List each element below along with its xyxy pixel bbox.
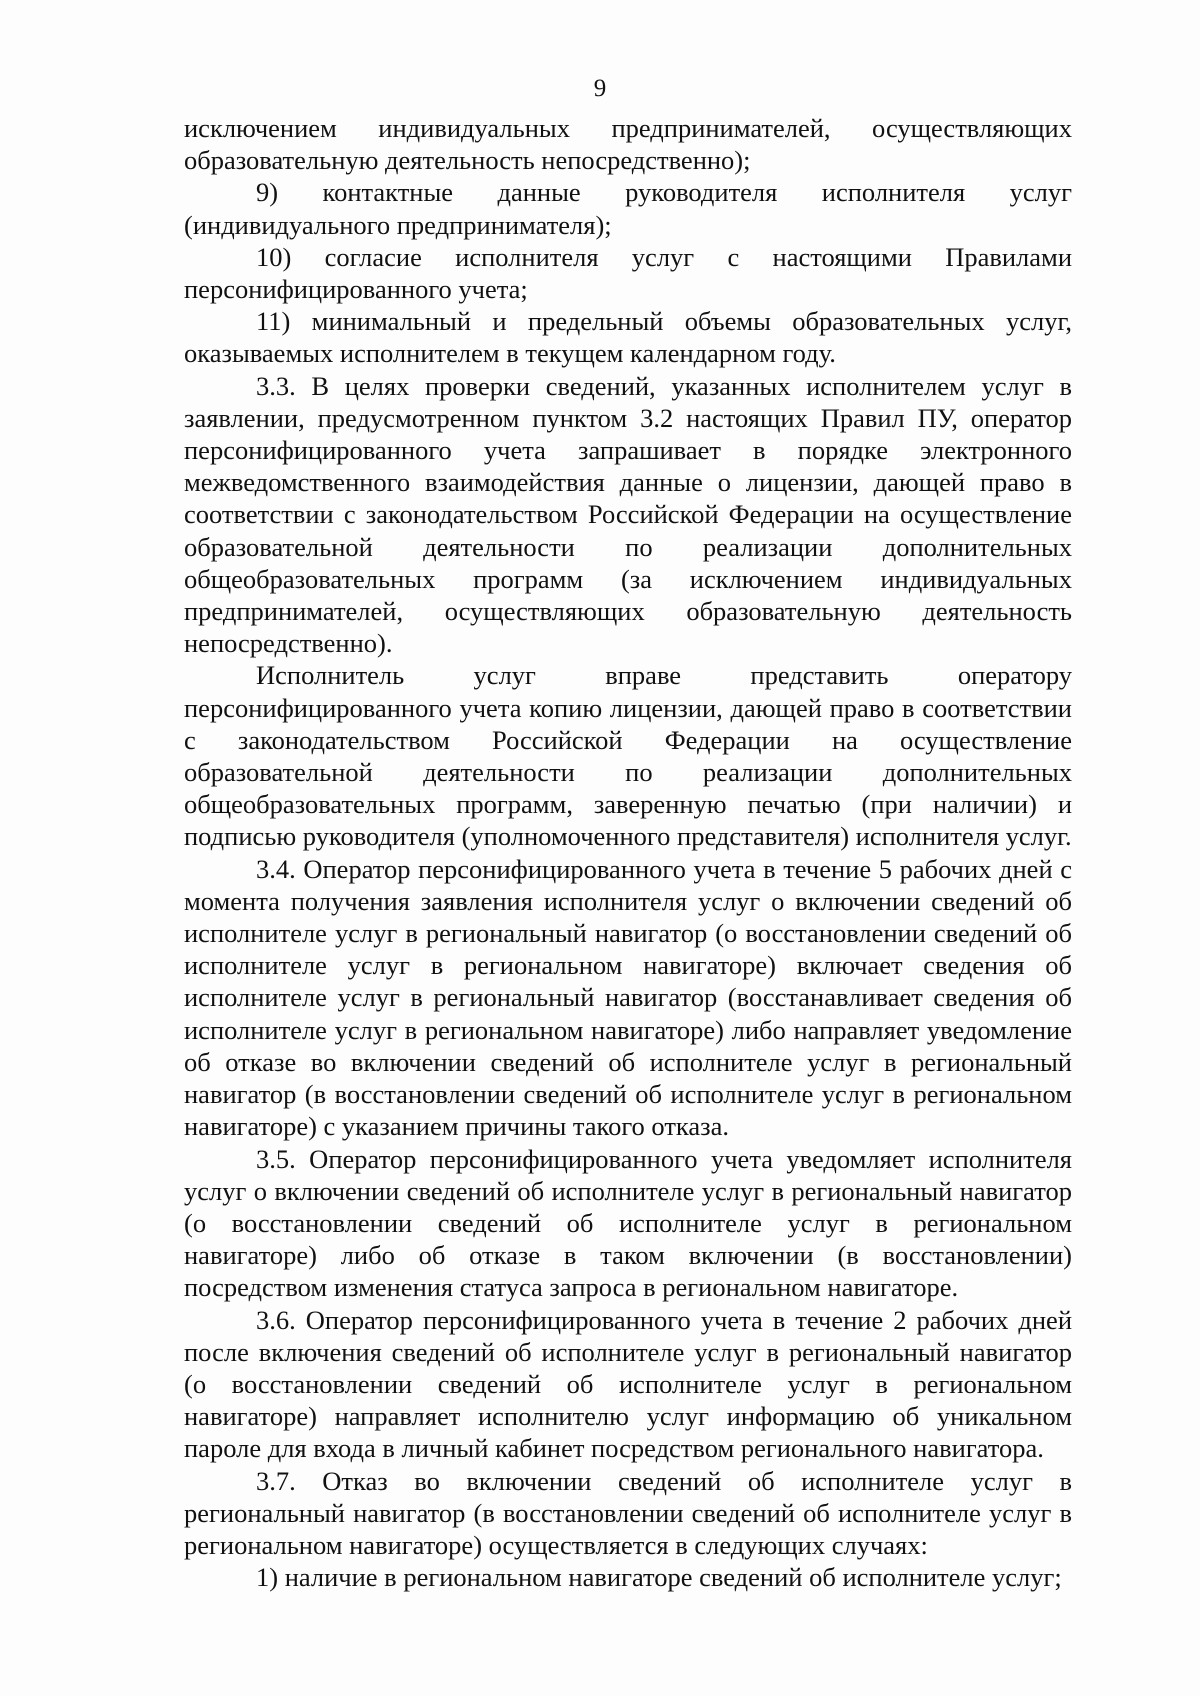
paragraph-3-7-item-1: 1) наличие в региональном навигаторе сведений об исполнителе услуг; xyxy=(256,1562,1062,1593)
paragraph-3-7: 3.7. Отказ во включении сведений об исполнителе услуг в региональный навигатор (в восстановлении сведений об исполнителе услуг в региональном навигаторе) осуществляется в следующих случаях: xyxy=(184,1465,1072,1560)
paragraph-item-9: 9) контактные данные руководителя исполнителя услуг (индивидуального предпринимателя); xyxy=(184,177,1072,240)
paragraph-3-5: 3.5. Оператор персонифицированного учета уведомляет исполнителя услуг о включении сведений об исполнителе услуг в региональный навигатор (о восстановлении сведений об исполнителе услуг в региональном навигаторе) либо об отказе в таком включении (в восстановлении) посредством изменения статуса запроса в региональном навигаторе. xyxy=(184,1143,1072,1303)
page-number: 9 xyxy=(593,75,607,102)
paragraph-item-10: 10) согласие исполнителя услуг с настоящими Правилами персонифицированного учета; xyxy=(184,241,1072,305)
paragraph-3-3: 3.3. В целях проверки сведений, указанных исполнителем услуг в заявлении, предусмотренном пунктом 3.2 настоящих Правил ПУ, оператор персонифицированного учета запрашивает в порядке электронного межведомственного взаимодействия данные о лицензии, дающей право в соответствии с законодательством Российской Федерации на осуществление образовательной деятельности по реализации дополнительных общеобразовательных программ (за исключением индивидуальных предпринимателей, осуществляющих образовательную деятельность непосредственно). xyxy=(184,370,1072,659)
paragraph-3-3-license: Исполнитель услуг вправе представить оператору персонифицированного учета копию лицензии, дающей право в соответствии с законодательством Российской Федерации на осуществление образовательной деятельности по реализации дополнительных общеобразовательных программ, заверенную печатью (при наличии) и подписью руководителя (уполномоченного представителя) исполнителя услуг. xyxy=(184,660,1072,852)
paragraph-continuation: исключением индивидуальных предпринимателей, осуществляющих образовательную деятельность непосредственно); xyxy=(184,113,1072,176)
paragraph-3-6: 3.6. Оператор персонифицированного учета в течение 2 рабочих дней после включения сведений об исполнителе услуг в региональный навигатор (о восстановлении сведений об исполнителе услуг в региональном навигаторе) направляет исполнителю услуг информацию об уникальном пароле для входа в личный кабинет посредством регионального навигатора. xyxy=(184,1304,1072,1464)
paragraph-3-4: 3.4. Оператор персонифицированного учета в течение 5 рабочих дней с момента получения заявления исполнителя услуг о включении сведений об исполнителе услуг в региональный навигатор (о восстановлении сведений об исполнителе услуг в региональном навигаторе) включает сведения об исполнителе услуг в региональный навигатор (восстанавливает сведения об исполнителе услуг в региональном навигаторе) либо направляет уведомление об отказе во включении сведений об исполнителе услуг в региональный навигатор (в восстановлении сведений об исполнителе услуг в региональном навигаторе) с указанием причины такого отказа. xyxy=(184,853,1072,1142)
document-body xyxy=(184,112,1072,1593)
paragraph-item-11: 11) минимальный и предельный объемы образовательных услуг, оказываемых исполнителем в текущем календарном году. xyxy=(184,306,1072,369)
